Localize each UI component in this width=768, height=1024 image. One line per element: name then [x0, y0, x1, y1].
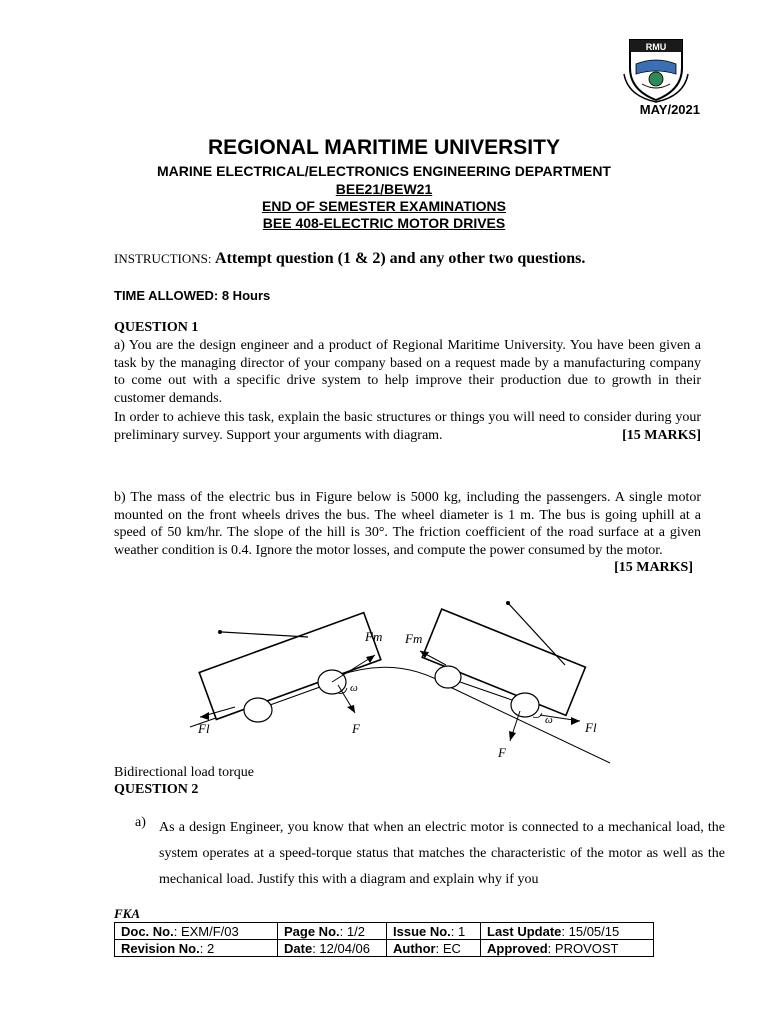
question1-heading: QUESTION 1 — [114, 320, 199, 335]
doc-no-cell: Doc. No.: EXM/F/03 — [115, 923, 278, 940]
bus-on-hill-figure — [180, 595, 620, 770]
instructions-label: INSTRUCTIONS: — [114, 251, 212, 266]
page-no-cell: Page No.: 1/2 — [278, 923, 387, 940]
question2-part-a-letter: a) — [135, 815, 146, 830]
document-control-table — [114, 922, 654, 957]
time-allowed: TIME ALLOWED: 8 Hours — [114, 288, 271, 303]
exam-date: MAY/2021 — [639, 102, 700, 117]
instructions-text: Attempt question (1 & 2) and any other two questions. — [215, 250, 586, 267]
left-bus — [199, 613, 381, 720]
question1-part-a-paragraph1: a) You are the design engineer and a product of Regional Maritime University. You have been given a task by the managing director of your company based on a request made by a manufacturing company to come out with a specific drive system to help improve their production due to growth in their customer demands. — [114, 338, 701, 406]
university-name: REGIONAL MARITIME UNIVERSITY — [208, 136, 560, 159]
instructions — [114, 250, 585, 268]
issue-no-cell: Issue No.: 1 — [387, 923, 481, 940]
university-crest-logo — [616, 34, 696, 104]
svg-text:RMU: RMU — [645, 42, 667, 52]
label-omega-left: ω — [350, 682, 358, 694]
programme-code: BEE21/BEW21 — [335, 181, 433, 197]
label-fm-right: Fm — [405, 631, 423, 646]
right-rear-wheel — [435, 666, 461, 688]
question2-part-a-text: As a design Engineer, you know that when an electric motor is connected to a mechanical load, the system operates at a speed-torque status that matches the characteristic of the motor as well as the mechanical load. Justify this with a diagram and explain why if you — [159, 820, 725, 887]
date-cell: Date: 12/04/06 — [278, 940, 387, 957]
department-name: MARINE ELECTRICAL/ELECTRONICS ENGINEERING DEPARTMENT — [157, 163, 611, 179]
figure-caption: Bidirectional load torque — [114, 765, 254, 780]
left-bus-rod — [222, 632, 308, 637]
label-f-right: F — [498, 745, 506, 760]
last-update-cell: Last Update: 15/05/15 — [481, 923, 654, 940]
left-rear-wheel — [244, 698, 272, 722]
question1-part-a-paragraph2 — [114, 409, 701, 444]
label-f-left: F — [352, 721, 360, 736]
right-front-wheel — [511, 693, 539, 717]
question1-part-b-text: b) The mass of the electric bus in Figure below is 5000 kg, including the passengers. A single motor mounted on the front wheels drives the bus. The wheel diameter is 1 m. The bus is going uphill at a speed of 50 km/hr. The slope of the hill is 30°. The friction coefficient of the road surface at a given weather condition is 0.4. Ignore the motor losses, and compute the power consumed by the motor. — [114, 490, 701, 558]
course-title: BEE 408-ELECTRIC MOTOR DRIVES — [262, 215, 506, 231]
footer-initials: FKA — [114, 906, 141, 921]
approved-cell: Approved: PROVOST — [481, 940, 654, 957]
label-omega-right: ω — [545, 714, 553, 726]
question2-heading: QUESTION 2 — [114, 782, 199, 797]
label-fl-right: Fl — [585, 720, 597, 735]
label-fm-left: Fm — [365, 629, 383, 644]
question1-part-a-text2: In order to achieve this task, explain the basic structures or things you will need to consider during your preliminary survey. Support your arguments with diagram. — [114, 410, 701, 443]
exam-title: END OF SEMESTER EXAMINATIONS — [262, 198, 506, 214]
question1-part-a-marks: [15 MARKS] — [622, 427, 701, 443]
author-cell: Author: EC — [387, 940, 481, 957]
label-fl-left: Fl — [198, 721, 210, 736]
question1-part-b-marks: [15 MARKS] — [614, 560, 693, 575]
right-bus — [422, 609, 585, 715]
revision-no-cell: Revision No.: 2 — [115, 940, 278, 957]
question1-part-b — [114, 489, 701, 577]
